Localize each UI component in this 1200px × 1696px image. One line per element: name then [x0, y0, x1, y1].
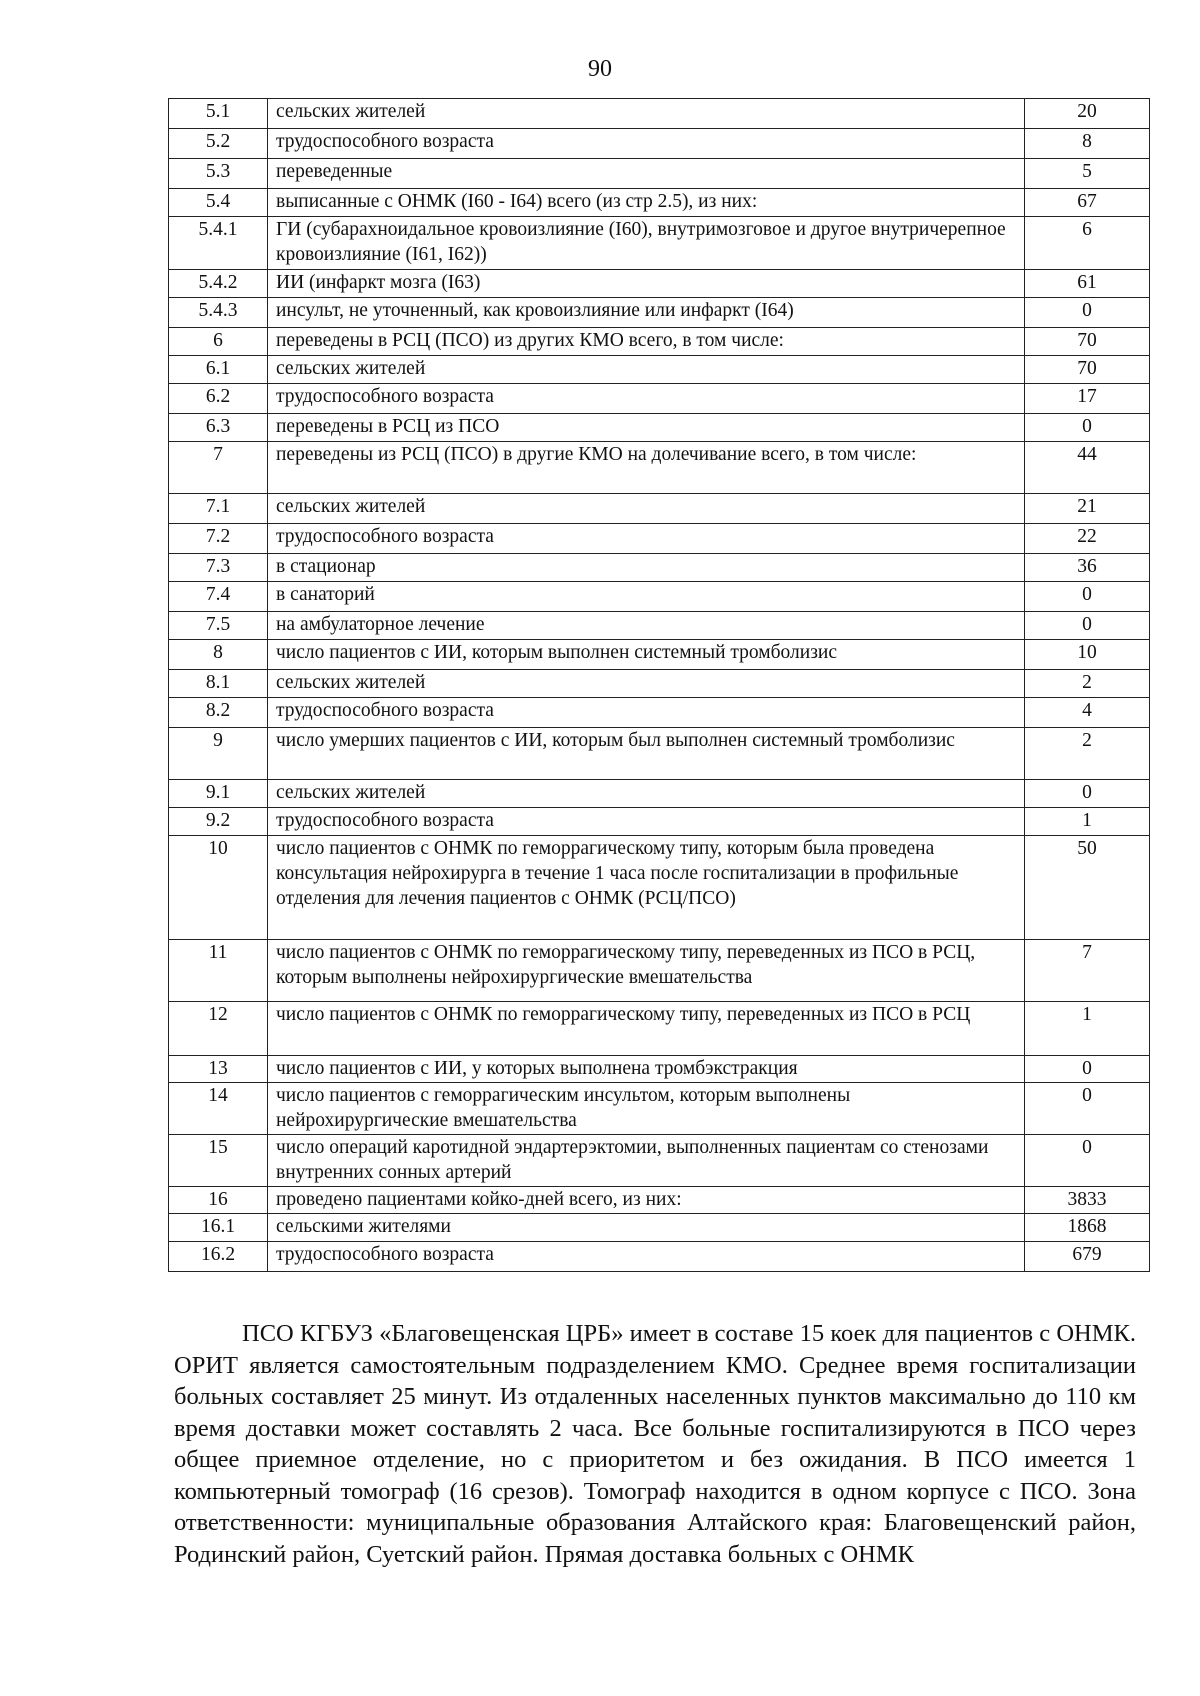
table-row: [169, 494, 1150, 524]
row-value: 22: [1025, 524, 1150, 554]
row-value: 1: [1025, 1002, 1150, 1056]
row-number: 6.2: [169, 384, 268, 414]
table-row: [169, 780, 1150, 808]
table-body: [169, 99, 1150, 1272]
row-value: 0: [1025, 1083, 1150, 1135]
row-number: 7.2: [169, 524, 268, 554]
page-number: 90: [588, 56, 612, 82]
row-description: сельских жителей: [268, 670, 1025, 698]
row-number: 5.4.1: [169, 217, 268, 270]
row-value: 2: [1025, 728, 1150, 780]
row-description: трудоспособного возраста: [268, 808, 1025, 836]
row-number: 5.3: [169, 159, 268, 189]
row-number: 5.4.2: [169, 270, 268, 298]
row-number: 13: [169, 1056, 268, 1083]
table-row: [169, 298, 1150, 328]
table-row: [169, 554, 1150, 582]
table-row: [169, 698, 1150, 728]
row-description: трудоспособного возраста: [268, 698, 1025, 728]
table-row: [169, 384, 1150, 414]
table-row: [169, 1242, 1150, 1272]
table-row: [169, 328, 1150, 356]
table-row: [169, 356, 1150, 384]
table-row: [169, 728, 1150, 780]
row-value: 36: [1025, 554, 1150, 582]
row-number: 7.5: [169, 612, 268, 640]
row-description: сельских жителей: [268, 494, 1025, 524]
row-number: 5.4.3: [169, 298, 268, 328]
row-description: трудоспособного возраста: [268, 524, 1025, 554]
table-row: [169, 1056, 1150, 1083]
row-value: 5: [1025, 159, 1150, 189]
row-value: 6: [1025, 217, 1150, 270]
row-number: 16.1: [169, 1214, 268, 1242]
row-description: переведены из РСЦ (ПСО) в другие КМО на долечивание всего, в том числе:: [268, 442, 1025, 494]
row-number: 16.2: [169, 1242, 268, 1272]
row-description: переведены в РСЦ (ПСО) из других КМО всего, в том числе:: [268, 328, 1025, 356]
row-value: 44: [1025, 442, 1150, 494]
table-row: [169, 414, 1150, 442]
row-value: 67: [1025, 189, 1150, 217]
row-value: 0: [1025, 298, 1150, 328]
row-description: в санаторий: [268, 582, 1025, 612]
table-row: [169, 524, 1150, 554]
row-description: число пациентов с ОНМК по геморрагическому типу, которым была проведена консультация нейрохирурга в течение 1 часа после госпитализации в профильные отделения для лечения пациентов с ОНМК (РСЦ/ПСО): [268, 836, 1025, 940]
row-description: трудоспособного возраста: [268, 384, 1025, 414]
row-value: 0: [1025, 582, 1150, 612]
row-number: 8: [169, 640, 268, 670]
table-row: [169, 189, 1150, 217]
table-row: [169, 99, 1150, 129]
row-value: 1868: [1025, 1214, 1150, 1242]
row-number: 10: [169, 836, 268, 940]
table-row: [169, 1002, 1150, 1056]
row-description: сельскими жителями: [268, 1214, 1025, 1242]
row-number: 8.1: [169, 670, 268, 698]
statistics-table: [168, 98, 1150, 1272]
body-paragraph: ПСО КГБУЗ «Благовещенская ЦРБ» имеет в составе 15 коек для пациентов с ОНМК. ОРИТ является самостоятельным подразделением КМО. Среднее время госпитализации больных составляет 25 минут. Из отдаленных населенных пунктов максимально до 110 км время доставки может составлять 2 часа. Все больные госпитализируются в ПСО через общее приемное отделение, но с приоритетом и без ожидания. В ПСО имеется 1 компьютерный томограф (16 срезов). Томограф находится в одном корпусе с ПСО. Зона ответственности: муниципальные образования Алтайского края: Благовещенский район, Родинский район, Суетский район. Прямая доставка больных с ОНМК: [174, 1320, 1136, 1568]
table-row: [169, 808, 1150, 836]
row-description: трудоспособного возраста: [268, 1242, 1025, 1272]
row-number: 9.1: [169, 780, 268, 808]
row-value: 0: [1025, 1135, 1150, 1187]
table-row: [169, 1187, 1150, 1214]
row-value: 1: [1025, 808, 1150, 836]
row-number: 9.2: [169, 808, 268, 836]
row-number: 6.1: [169, 356, 268, 384]
row-number: 16: [169, 1187, 268, 1214]
row-description: ИИ (инфаркт мозга (I63): [268, 270, 1025, 298]
row-number: 15: [169, 1135, 268, 1187]
row-value: 20: [1025, 99, 1150, 129]
row-description: сельских жителей: [268, 780, 1025, 808]
row-number: 14: [169, 1083, 268, 1135]
row-value: 10: [1025, 640, 1150, 670]
row-description: число пациентов с ИИ, которым выполнен системный тромболизис: [268, 640, 1025, 670]
row-description: число пациентов с ОНМК по геморрагическому типу, переведенных из ПСО в РСЦ: [268, 1002, 1025, 1056]
table-row: [169, 640, 1150, 670]
row-description: в стационар: [268, 554, 1025, 582]
row-description: трудоспособного возраста: [268, 129, 1025, 159]
row-value: 61: [1025, 270, 1150, 298]
row-number: 7: [169, 442, 268, 494]
row-number: 5.4: [169, 189, 268, 217]
row-number: 8.2: [169, 698, 268, 728]
row-number: 7.4: [169, 582, 268, 612]
row-value: 21: [1025, 494, 1150, 524]
row-value: 70: [1025, 356, 1150, 384]
row-value: 17: [1025, 384, 1150, 414]
row-description: число операций каротидной эндартерэктомии, выполненных пациентам со стенозами внутренних сонных артерий: [268, 1135, 1025, 1187]
table-row: [169, 159, 1150, 189]
table-row: [169, 670, 1150, 698]
table-row: [169, 940, 1150, 1002]
row-number: 5.1: [169, 99, 268, 129]
row-number: 5.2: [169, 129, 268, 159]
row-description: число пациентов с геморрагическим инсультом, которым выполнены нейрохирургические вмешательства: [268, 1083, 1025, 1135]
row-value: 2: [1025, 670, 1150, 698]
row-description: число пациентов с ИИ, у которых выполнена тромбэкстракция: [268, 1056, 1025, 1083]
table-row: [169, 1135, 1150, 1187]
row-number: 9: [169, 728, 268, 780]
row-value: 4: [1025, 698, 1150, 728]
row-value: 50: [1025, 836, 1150, 940]
row-value: 70: [1025, 328, 1150, 356]
table-row: [169, 270, 1150, 298]
table-row: [169, 836, 1150, 940]
table-row: [169, 612, 1150, 640]
row-description: число пациентов с ОНМК по геморрагическому типу, переведенных из ПСО в РСЦ, которым выполнены нейрохирургические вмешательства: [268, 940, 1025, 1002]
row-description: переведены в РСЦ из ПСО: [268, 414, 1025, 442]
row-value: 679: [1025, 1242, 1150, 1272]
row-number: 12: [169, 1002, 268, 1056]
row-number: 6.3: [169, 414, 268, 442]
table-row: [169, 217, 1150, 270]
row-description: на амбулаторное лечение: [268, 612, 1025, 640]
table-row: [169, 1083, 1150, 1135]
row-description: выписанные с ОНМК (I60 - I64) всего (из стр 2.5), из них:: [268, 189, 1025, 217]
row-number: 6: [169, 328, 268, 356]
row-description: переведенные: [268, 159, 1025, 189]
row-description: сельских жителей: [268, 356, 1025, 384]
row-number: 7.1: [169, 494, 268, 524]
row-description: инсульт, не уточненный, как кровоизлияние или инфаркт (I64): [268, 298, 1025, 328]
row-value: 8: [1025, 129, 1150, 159]
row-value: 0: [1025, 612, 1150, 640]
table-row: [169, 582, 1150, 612]
row-number: 11: [169, 940, 268, 1002]
row-description: ГИ (субарахноидальное кровоизлияние (I60), внутримозговое и другое внутричерепное кровоизлияние (I61, I62)): [268, 217, 1025, 270]
row-description: проведено пациентами койко-дней всего, из них:: [268, 1187, 1025, 1214]
row-value: 0: [1025, 414, 1150, 442]
table-row: [169, 1214, 1150, 1242]
row-description: сельских жителей: [268, 99, 1025, 129]
table-row: [169, 129, 1150, 159]
row-value: 0: [1025, 1056, 1150, 1083]
row-value: 0: [1025, 780, 1150, 808]
row-value: 7: [1025, 940, 1150, 1002]
row-value: 3833: [1025, 1187, 1150, 1214]
table-row: [169, 442, 1150, 494]
row-number: 7.3: [169, 554, 268, 582]
row-description: число умерших пациентов с ИИ, которым был выполнен системный тромболизис: [268, 728, 1025, 780]
